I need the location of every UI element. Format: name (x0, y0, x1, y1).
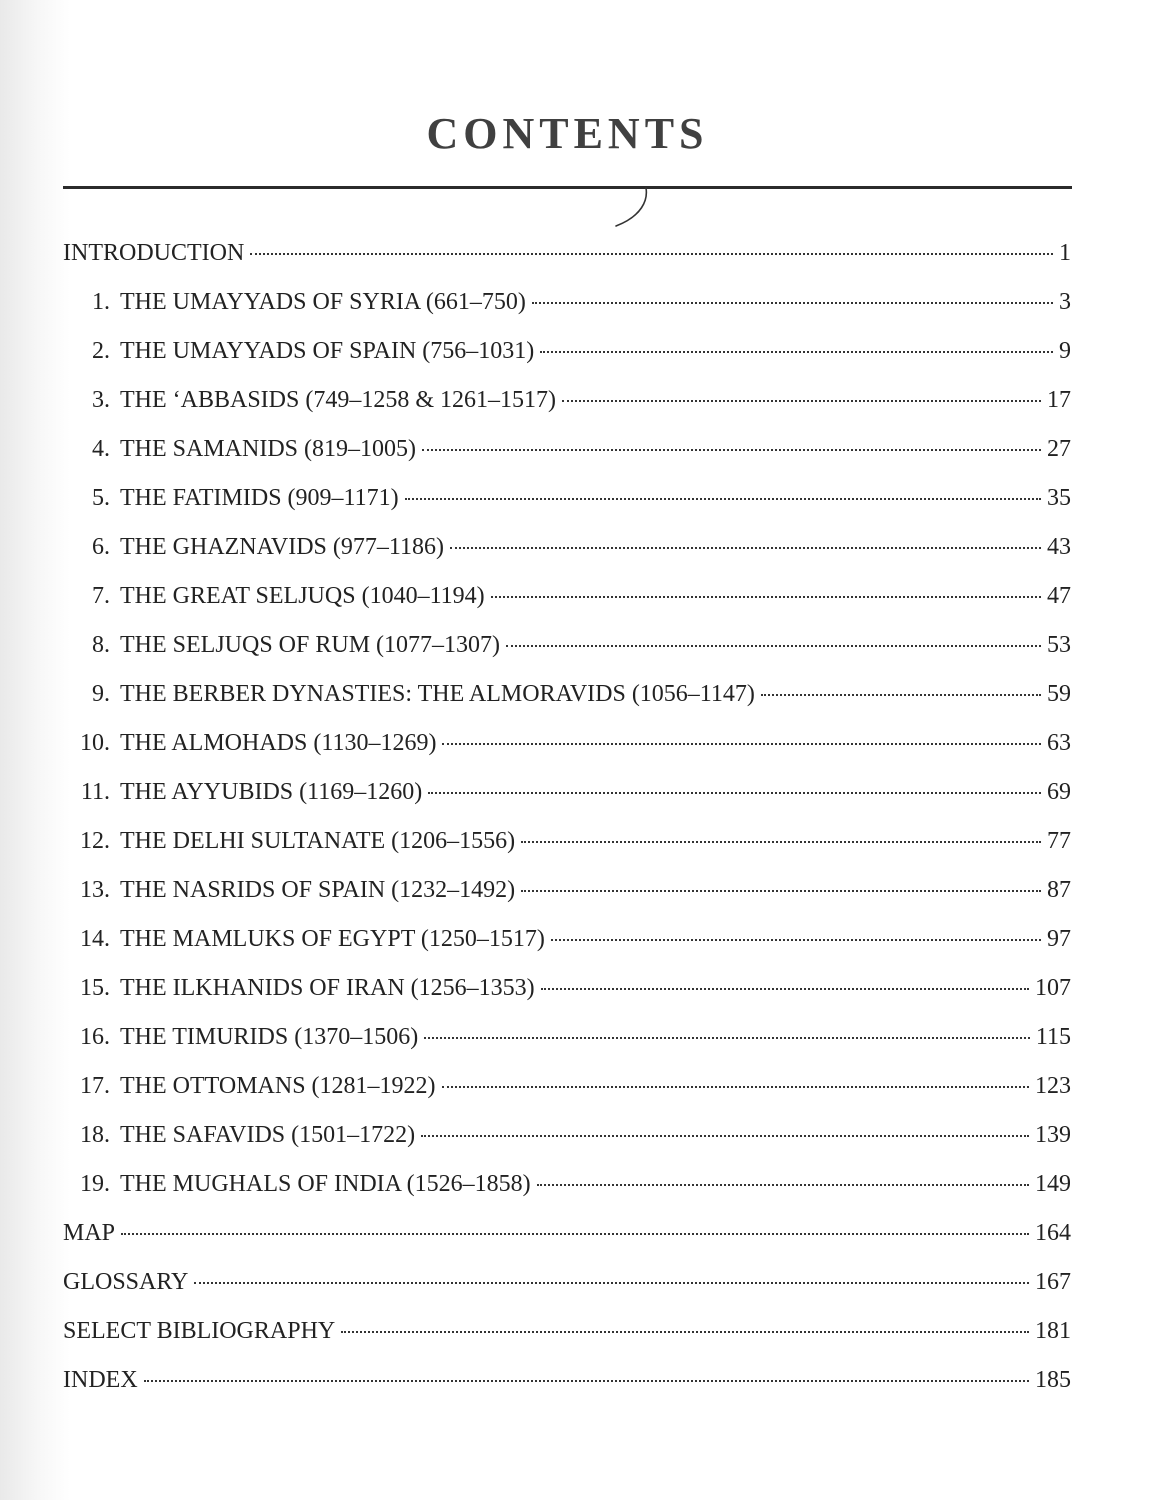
toc-entry-label: THE AYYUBIDS (1169–1260) (120, 779, 423, 805)
page-edge-shadow (0, 0, 70, 1500)
toc-entry-label: THE FATIMIDS (909–1171) (120, 485, 399, 511)
toc-entry-label: THE SELJUQS OF RUM (1077–1307) (120, 632, 501, 658)
toc-entry-page: 185 (1035, 1367, 1071, 1393)
toc-entry-number: 19. (80, 1171, 110, 1197)
toc-entry-number: 6. (92, 534, 110, 560)
dot-leader (428, 792, 1041, 794)
toc-entry[interactable] (63, 1220, 1071, 1269)
toc-entry-label: MAP (63, 1220, 116, 1246)
toc-entry-page: 164 (1035, 1220, 1071, 1246)
dot-leader (421, 1135, 1029, 1137)
toc-entry-label: THE BERBER DYNASTIES: THE ALMORAVIDS (1056–1147) (120, 681, 755, 707)
toc-entry-number: 11. (80, 779, 110, 805)
dot-leader (506, 645, 1041, 647)
dot-leader (491, 596, 1041, 598)
dot-leader (562, 400, 1041, 402)
toc-entry-number: 7. (92, 583, 110, 609)
toc-entry-number: 12. (80, 828, 110, 854)
toc-entry-page: 77 (1047, 828, 1071, 854)
toc-entry[interactable] (63, 1073, 1071, 1122)
toc-entry-label: THE ILKHANIDS OF IRAN (1256–1353) (120, 975, 535, 1001)
toc-entry[interactable] (63, 632, 1071, 681)
dot-leader (541, 988, 1029, 990)
toc-entry-label: THE NASRIDS OF SPAIN (1232–1492) (120, 877, 516, 903)
toc-entry-label: SELECT BIBLIOGRAPHY (63, 1318, 336, 1344)
toc-entry-number: 4. (92, 436, 110, 462)
toc-entry-page: 47 (1047, 583, 1071, 609)
toc-entry-page: 3 (1059, 289, 1071, 315)
toc-entry-number: 17. (80, 1073, 110, 1099)
toc-entry-page: 43 (1047, 534, 1071, 560)
dot-leader (540, 351, 1053, 353)
dot-leader (532, 302, 1053, 304)
toc-entry-label: INTRODUCTION (63, 240, 245, 266)
toc-entry-label: THE ALMOHADS (1130–1269) (120, 730, 437, 756)
dot-leader (250, 253, 1053, 255)
toc-entry-page: 87 (1047, 877, 1071, 903)
dot-leader (144, 1380, 1029, 1382)
dot-leader (521, 890, 1041, 892)
toc-entry[interactable] (63, 926, 1071, 975)
toc-entry-number: 8. (92, 632, 110, 658)
toc-entry-label: INDEX (63, 1367, 138, 1393)
toc-entry[interactable] (63, 387, 1071, 436)
dot-leader (194, 1282, 1029, 1284)
toc-entry[interactable] (63, 681, 1071, 730)
toc-entry[interactable] (63, 1171, 1071, 1220)
toc-entry-number: 9. (92, 681, 110, 707)
dot-leader (761, 694, 1041, 696)
pen-mark-icon (612, 186, 652, 232)
toc-entry[interactable] (63, 975, 1071, 1024)
toc-entry-number: 14. (80, 926, 110, 952)
toc-entry-page: 1 (1059, 240, 1071, 266)
toc-entry-page: 115 (1035, 1024, 1071, 1050)
toc-entry-number: 10. (80, 730, 110, 756)
toc-entry-number: 1. (92, 289, 110, 315)
toc-entry[interactable] (63, 1367, 1071, 1416)
toc-entry-page: 27 (1047, 436, 1071, 462)
dot-leader (537, 1184, 1029, 1186)
toc-entry-label: THE OTTOMANS (1281–1922) (120, 1073, 436, 1099)
toc-entry-label: THE SAMANIDS (819–1005) (120, 436, 416, 462)
toc-entry-page: 69 (1047, 779, 1071, 805)
toc-entry-page: 97 (1047, 926, 1071, 952)
toc-entry-page: 107 (1035, 975, 1071, 1001)
toc-entry-label: THE ‘ABBASIDS (749–1258 & 1261–1517) (120, 387, 556, 413)
dot-leader (450, 547, 1041, 549)
toc-entry-label: THE UMAYYADS OF SYRIA (661–750) (120, 289, 526, 315)
dot-leader (442, 743, 1041, 745)
dot-leader (121, 1233, 1029, 1235)
table-of-contents (63, 240, 1071, 1416)
toc-entry-page: 35 (1047, 485, 1071, 511)
dot-leader (422, 449, 1041, 451)
toc-entry[interactable] (63, 1269, 1071, 1318)
toc-entry[interactable] (63, 877, 1071, 926)
toc-entry-page: 9 (1059, 338, 1071, 364)
toc-entry[interactable] (63, 1122, 1071, 1171)
toc-entry-page: 149 (1035, 1171, 1071, 1197)
toc-entry-label: GLOSSARY (63, 1269, 189, 1295)
toc-entry-label: THE SAFAVIDS (1501–1722) (120, 1122, 416, 1148)
toc-entry-page: 167 (1035, 1269, 1071, 1295)
toc-entry[interactable] (63, 1024, 1071, 1073)
toc-entry-number: 3. (92, 387, 110, 413)
toc-entry-page: 53 (1047, 632, 1071, 658)
toc-entry-page: 63 (1047, 730, 1071, 756)
toc-entry[interactable] (63, 338, 1071, 387)
toc-entry-number: 16. (80, 1024, 110, 1050)
toc-entry[interactable] (63, 583, 1071, 632)
toc-entry-page: 59 (1047, 681, 1071, 707)
dot-leader (341, 1331, 1029, 1333)
toc-entry-number: 13. (80, 877, 110, 903)
toc-entry-number: 2. (92, 338, 110, 364)
toc-entry[interactable] (63, 828, 1071, 877)
toc-entry-page: 17 (1047, 387, 1071, 413)
toc-entry-page: 139 (1035, 1122, 1071, 1148)
toc-entry-page: 123 (1035, 1073, 1071, 1099)
dot-leader (521, 841, 1041, 843)
toc-entry[interactable] (63, 1318, 1071, 1367)
toc-entry-number: 15. (80, 975, 110, 1001)
toc-entry[interactable] (63, 436, 1071, 485)
page-title: CONTENTS (426, 109, 709, 158)
toc-entry[interactable] (63, 485, 1071, 534)
toc-entry-page: 181 (1035, 1318, 1071, 1344)
toc-entry[interactable] (63, 240, 1071, 289)
toc-entry[interactable] (63, 289, 1071, 338)
toc-entry-number: 18. (80, 1122, 110, 1148)
toc-entry[interactable] (63, 534, 1071, 583)
title-rule (63, 186, 1072, 189)
toc-entry-label: THE TIMURIDS (1370–1506) (120, 1024, 419, 1050)
toc-entry-number: 5. (92, 485, 110, 511)
toc-entry[interactable] (63, 779, 1071, 828)
dot-leader (405, 498, 1041, 500)
toc-entry-label: THE DELHI SULTANATE (1206–1556) (120, 828, 516, 854)
toc-entry-label: THE GHAZNAVIDS (977–1186) (120, 534, 444, 560)
dot-leader (424, 1037, 1030, 1039)
toc-entry[interactable] (63, 730, 1071, 779)
dot-leader (551, 939, 1041, 941)
toc-entry-label: THE MUGHALS OF INDIA (1526–1858) (120, 1171, 531, 1197)
dot-leader (442, 1086, 1029, 1088)
toc-entry-label: THE UMAYYADS OF SPAIN (756–1031) (120, 338, 535, 364)
toc-entry-label: THE MAMLUKS OF EGYPT (1250–1517) (120, 926, 545, 952)
toc-entry-label: THE GREAT SELJUQS (1040–1194) (120, 583, 485, 609)
